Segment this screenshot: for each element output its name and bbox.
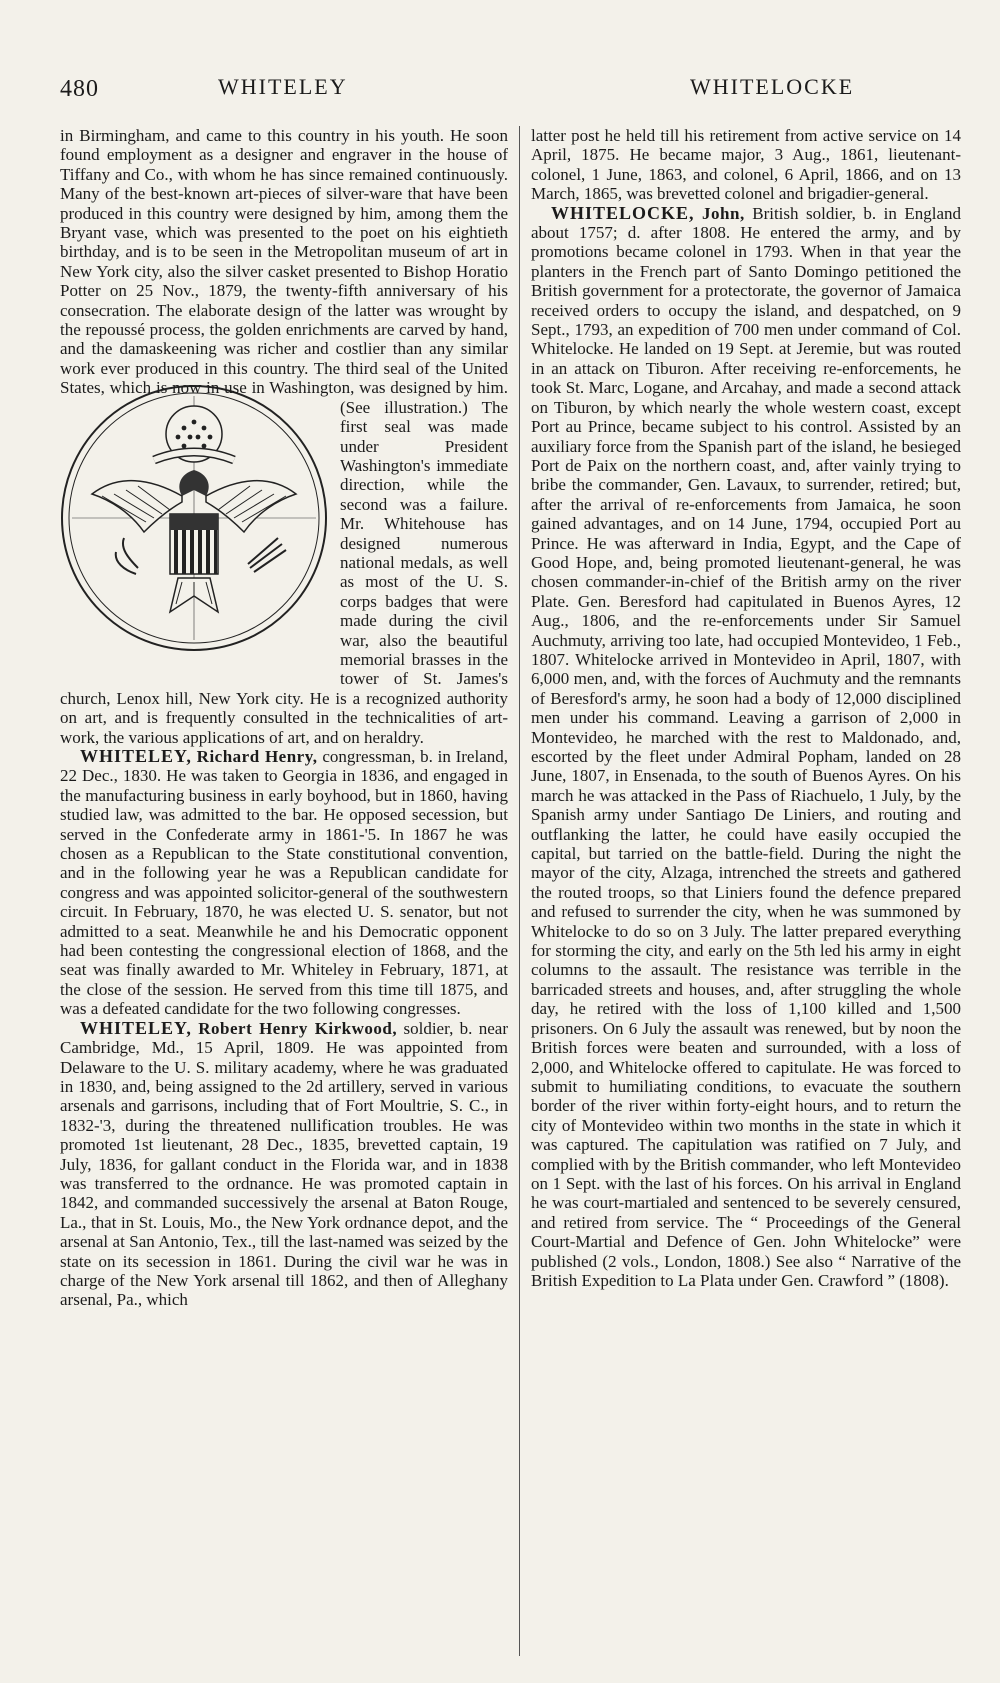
whitehouse-continuation: in Birmingham, and came to this country in his youth. He soon found employment as a designer and engraver in the house of Tiffany and Co., with whom he has since remained continuously. Many of the best-known art-pieces of silver-ware that have been produced in this country were designed by him, among them the Bryant vase, which was presented to the poet on his eightieth birthday, and is to be seen in the Metropolitan museum of art in New York city, also the silver casket presented to Bishop Horatio Potter on 25 Nov., 1879, the twenty-fifth anniversary of his consecration. The elaborate design of the latter was wrought by the repoussé process, the golden enrichments are carved by hand, and the damaskeening was richer and costlier than any similar work ever produced in this country. The third seal of the United States, which is now in use in Washington, was designed by him. (See illustration.) The first seal was made under President Washington's immediate direction, while the second was a failure. Mr. Whitehouse has designed numerous national medals, as well as most of the U. S. corps badges that were made during the civil war, also the beautiful memorial brasses in the tower of St. James's church, Lenox hill, New York city. He is a recognized authority on art, and is frequently consulted in the technicalities of art-work, the various applications of art, and on heraldry. bbox=[60, 126, 508, 747]
entry-name-caps: WHITELOCKE, bbox=[551, 202, 695, 223]
running-head-right: WHITELOCKE bbox=[690, 74, 855, 99]
whitehouse-text: which is now in use in Washington, was designed by him. (See illustration.) The first seal was made under President Washington's immediate direction, while the second was a failure. Mr. Whitehouse has designed numerous national medals, as well as most of the U. S. corps badges that were made during the civil war, also the beautiful memorial brasses in the tower of St. James's church, Lenox hill, New York city. He is a recognized authority on art, and is frequently consulted in the technicalities of art-work, the various applications of art, and on heraldry. bbox=[60, 378, 508, 747]
entry-name: Richard Henry, bbox=[196, 747, 318, 766]
left-column bbox=[60, 126, 508, 1671]
entry-name-caps: WHITELEY, bbox=[80, 1017, 192, 1038]
entry-richard-henry-whiteley bbox=[60, 747, 508, 1019]
entry-john-whitelocke bbox=[531, 204, 961, 1291]
running-header bbox=[0, 72, 1000, 106]
column-divider bbox=[519, 126, 520, 1656]
right-column bbox=[531, 126, 961, 1671]
entry-body: British soldier, b. in England about 1757; d. after 1808. He entered the army, and by promotions became colonel in 1793. When in that year the planters in the French part of Santo Domingo petitioned the British government for a protectorate, the governor of Jamaica received orders to occupy the island, and despatched, on 9 Sept., 1793, an expedition of 700 men under command of Col. Whitelocke. He landed on 19 Sept. at Jeremie, but was routed in an attack on Tiburon. After receiving re-enforcements, he took St. Marc, Logane, and Arcahay, and made a second attack on Tiburon, by which nearly the whole western coast, except Port au Prince, became subject to his control. Assisted by an auxiliary force from the Spanish part of the island, he besieged Port de Paix on the northern coast, and, after vainly trying to bribe the commander, Gen. Lavaux, to surrender, retired; but, after the arrival of re-enforcements from Jamaica, he soon gained advantages, and on 14 June, 1794, occupied Port au Prince. He was afterward in India, Egypt, and the Cape of Good Hope, and, being promoted lieutenant-general, he was chosen commander-in-chief of the British army on the river Plate. Gen. Beresford had capitulated in Buenos Ayres, 12 Aug., 1806, and the re-enforcements under Sir Samuel Auchmuty, arriving too late, had occupied Montevideo, 1 Feb., 1807. Whitelocke arrived in Montevideo in April, 1807, with 6,000 men, and, with the forces of Auchmuty and the remnants of Beresford's army, he soon had a body of 12,000 disciplined men under his command. Leaving a garrison of 2,000 in Montevideo, he marched with the rest to Maldonado, and, escorted by the fleet under Admiral Popham, landed on 28 June, 1807, in Ensenada, to the south of Buenos Ayres. On his march he was attacked in the Pass of Riachuelo, 1 July, by the Spanish army under Santiago De Liniers, and routing and outflanking the latter, he could have easily occupied the capital, but tarried on the battle-field. During the night the mayor of the city, Alzaga, intrenched the streets and gathered the routed troops, so that Liniers found the defence prepared and refused to surrender the city, when he was summoned by Whitelocke to do so on 3 July. The latter prepared everything for storming the city, and early on the 5th led his army in eight columns to the assault. The resistance was terrible in the barricaded streets and houses, and, after struggling the whole day, he retired with the loss of 1,100 killed and 1,500 prisoners. On 6 July the assault was renewed, but by noon the British forces were beaten and surrounded, with a loss of 2,000, and Whitelocke offered to capitulate. He was forced to submit to humiliating conditions, to evacuate the southern border of the river within forty-eight hours, and to return the city of Montevideo within two months in the state in which it was captured. The capitulation was ratified on 7 July, and complied with by the British commander, who left Montevideo on 1 Sept. with the last of his forces. On his arrival in England he was court-martialed and sentenced to be severely censured, and retired from service. The “ Proceedings of the General Court-Martial and Defence of Gen. John Whitelocke” were published (2 vols., London, 1808.) See also “ Narrative of the British Expedition to La Plata under Gen. Crawford ” (1808). bbox=[531, 203, 961, 1290]
entry-name: John, bbox=[702, 203, 745, 223]
entry-robert-whiteley bbox=[60, 1019, 508, 1310]
entry-body: congressman, b. in Ireland, 22 Dec., 1830. He was taken to Georgia in 1836, and engaged in the manufacturing business in early boyhood, but in 1860, having studied law, was admitted to the bar. He opposed secession, but served in the Confederate army in 1861-'5. In 1867 he was chosen as a Republican to the State constitutional convention, and in the following year he was a Republican candidate for congress and was appointed solicitor-general of the southwestern circuit. In February, 1870, he was elected U. S. senator, but not admitted to a seat. Meanwhile he and his Democratic opponent had been contesting the congressional election of 1868, and the seat was finally awarded to Mr. Whiteley in February, 1871, at the close of the session. He served from this time till 1875, and was a defeated candidate for the two following congresses. bbox=[60, 747, 508, 1019]
great-seal-illustration bbox=[60, 382, 330, 677]
entry-body: soldier, b. near Cambridge, Md., 15 April, 1809. He was appointed from Delaware to the U. S. military academy, where he was graduated in 1830, and, being assigned to the 2d artillery, served in various arsenals and garrisons, including that of Fort Moultrie, S. C., in 1832-'3, during the threatened nullification troubles. He was promoted 1st lieutenant, 28 Dec., 1835, brevetted captain, 19 July, 1836, for gallant conduct in the Florida war, and in 1838 was transferred to the ordnance. He was promoted captain in 1842, and commanded successively the arsenal at Baton Rouge, La., that in St. Louis, Mo., the New York ordnance depot, and the arsenal at San Antonio, Tex., till the last-named was seized by the state on its secession in 1861. During the civil war he was in charge of the New York arsenal till 1862, and then of Alleghany arsenal, Pa., which bbox=[60, 1018, 508, 1310]
running-head-left: WHITELEY bbox=[218, 74, 348, 99]
entry-name: Robert Henry Kirkwood, bbox=[198, 1018, 398, 1038]
whiteley-continuation: latter post he held till his retirement from active service on 14 April, 1875. He became major, 3 Aug., 1861, lieutenant-colonel, 1 June, 1863, and colonel, 6 April, 1866, and on 13 March, 1865, was brevetted colonel and brigadier-general. bbox=[531, 126, 961, 204]
entry-name-caps: WHITELEY, bbox=[80, 746, 192, 766]
page-number: 480 bbox=[60, 76, 99, 102]
great-seal-eagle-icon bbox=[60, 382, 330, 654]
